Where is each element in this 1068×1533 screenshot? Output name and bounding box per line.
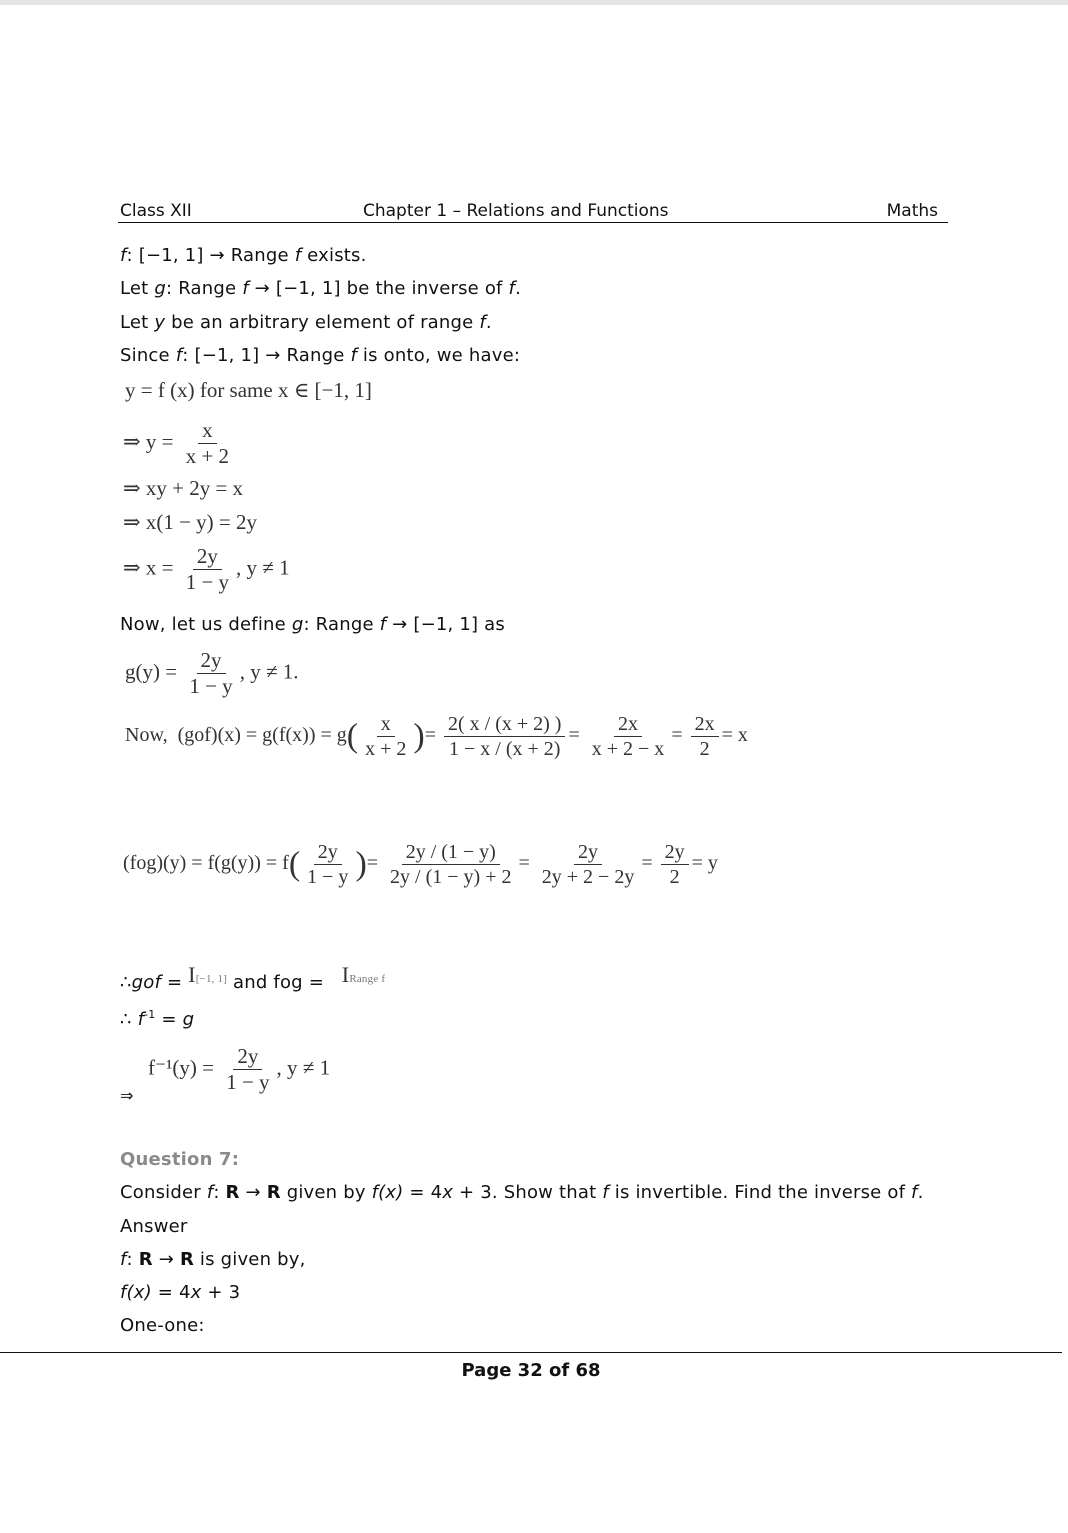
equation-y-equals-fx: y = f (x) for same x ∈ [−1, 1] [125, 378, 372, 402]
answer-label: Answer [120, 1216, 188, 1237]
answer-line-2: f(x) = 4x + 3 [120, 1282, 241, 1303]
equation-x-solved: ⇒ x = $\frac{2y}{1 - y}$ , y ≠ 1 [123, 544, 290, 595]
answer-line-3: One-one: [120, 1315, 205, 1336]
header-class: Class XII [120, 201, 192, 221]
equation-y-fraction: ⇒ y = $\frac{x}{x + 2}$ [123, 418, 230, 469]
page-header [118, 199, 948, 223]
text-line-2: Let g: Range f → [−1, 1] be the inverse of f. [120, 278, 521, 299]
page-number: Page 32 of 68 [461, 1360, 601, 1381]
equation-x-factor: ⇒ x(1 − y) = 2y [123, 510, 258, 534]
equation-xy: ⇒ xy + 2y = x [123, 476, 244, 500]
implies-arrow: ⇒ [120, 1086, 134, 1105]
equation-f-inverse: f⁻¹(y) = $\frac{2y}{1 - y}$ , y ≠ 1 [148, 1044, 331, 1095]
text-line-4: Since f: [−1, 1] → Range f is onto, we have: [120, 345, 521, 366]
equation-g-definition: g(y) = $\frac{2y}{1 - y}$ , y ≠ 1. [125, 648, 299, 699]
text-therefore-inverse: ∴ $f^{-1} = g$ [120, 1008, 195, 1030]
text-therefore-identity: ∴gof = I[−1, 1] and fog = $I^{Range f}$ [120, 962, 386, 993]
text-line-3: Let y be an arbitrary element of range f. [120, 312, 492, 333]
question-title: Question 7: [120, 1149, 240, 1170]
text-define-g: Now, let us define g: Range f → [−1, 1] as [120, 614, 505, 635]
question-text: Consider f: R → R given by f(x) = 4x + 3. Show that f is invertible. Find the inverse of f. [120, 1182, 924, 1203]
top-bar [0, 0, 1068, 5]
text-line-1: f: [−1, 1] → Range f exists. [120, 245, 367, 266]
header-subject: Maths [886, 201, 938, 221]
header-chapter: Chapter 1 – Relations and Functions [363, 201, 669, 221]
footer-divider [0, 1352, 1062, 1353]
answer-line-1: f: R → R is given by, [120, 1249, 306, 1270]
equation-gof: Now, (gof)(x) = g(f(x)) = g( $\frac{x}{x + 2}$ )= $\frac{2( x / (x + 2) )}{1 - x / (x + 2)}$ = $\frac{2x}{x + 2 - x}$ = $\frac{2x}{2}$ = x [125, 713, 748, 760]
equation-fog: (fog)(y) = f(g(y)) = f( $\frac{2y}{1 - y}$ )= $\frac{2y / (1 - y)}{2y / (1 - y) + 2}$ = $\frac{2y}{2y + 2 - 2y}$ = $\frac{2y}{2}$ = y [123, 841, 718, 888]
